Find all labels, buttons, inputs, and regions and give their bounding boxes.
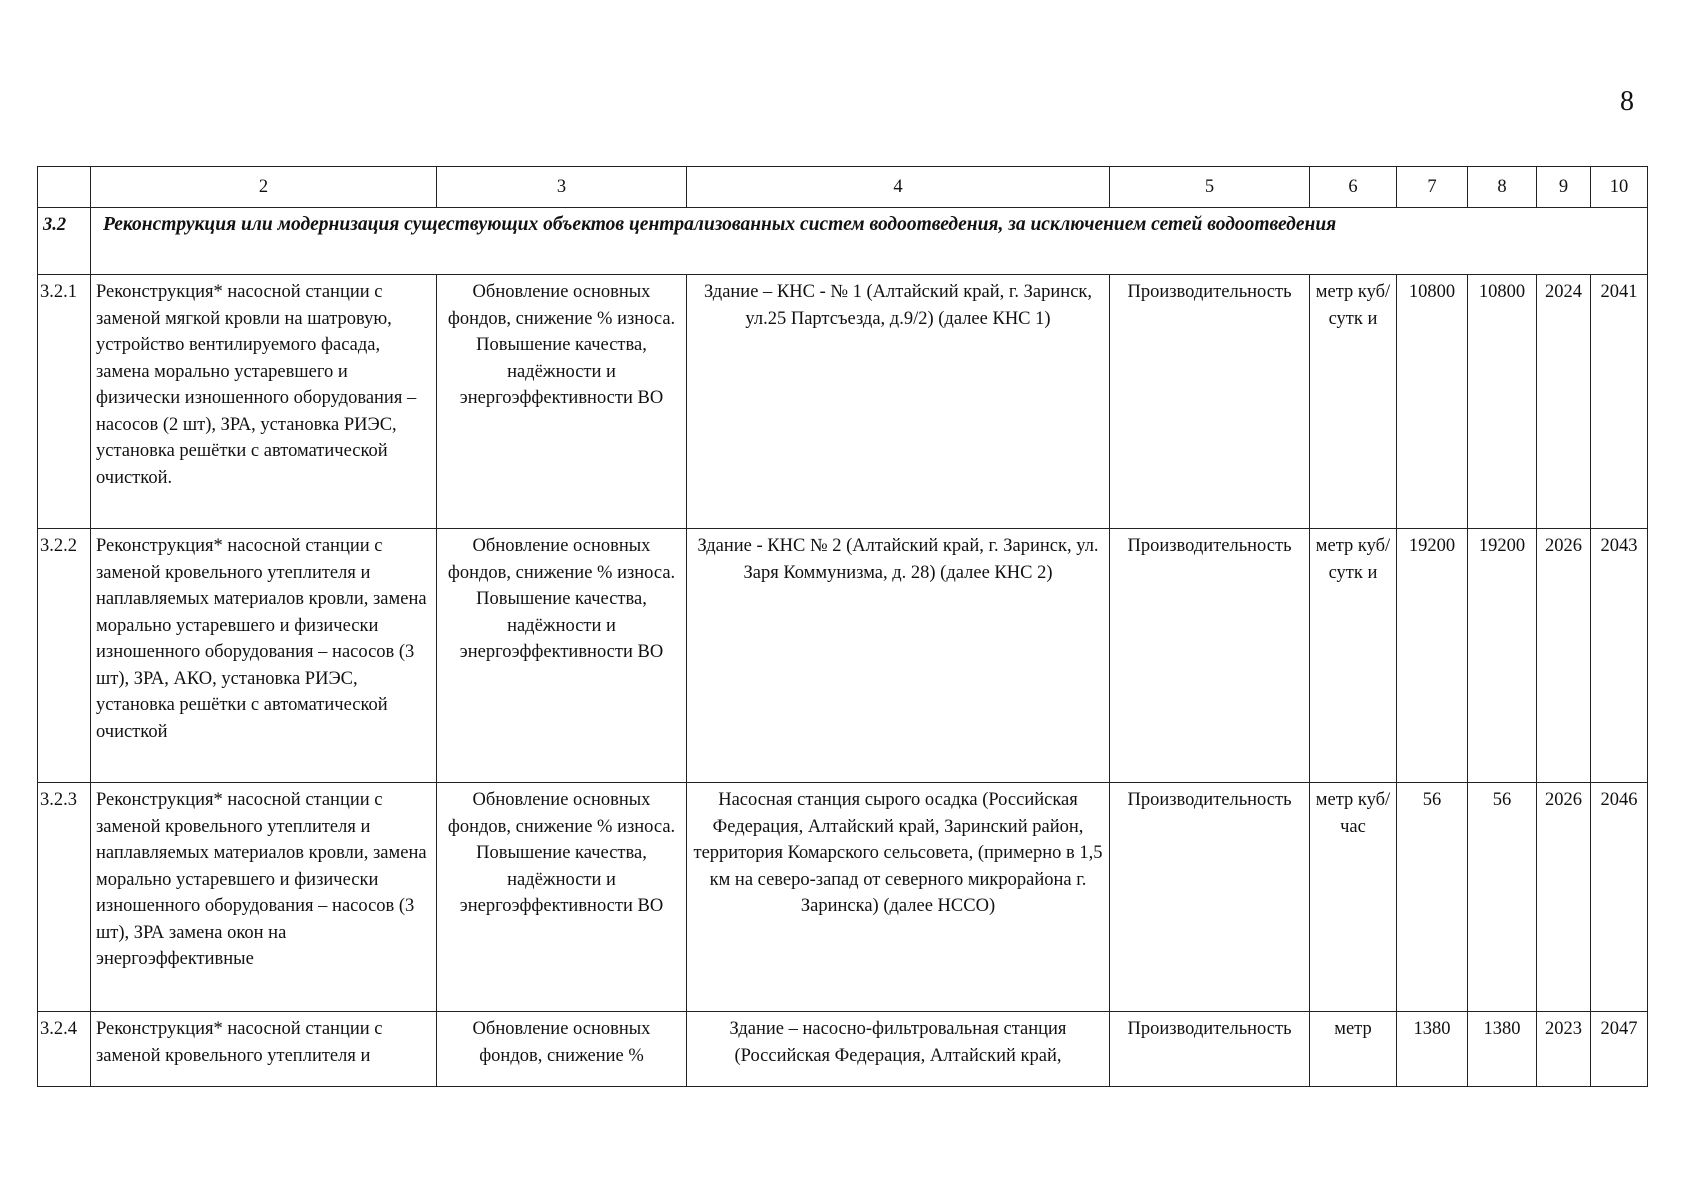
row-description: Реконструкция* насосной станции с заменой кровельного утеплителя и <box>91 1012 437 1087</box>
row-value-8: 19200 <box>1468 529 1537 783</box>
row-unit: метр куб/сутк и <box>1310 275 1397 529</box>
row-value-7: 56 <box>1397 783 1468 1012</box>
row-goal: Обновление основных фондов, снижение % износа. Повышение качества, надёжности и энергоэффективности ВО <box>437 783 687 1012</box>
header-cell-1 <box>38 167 91 208</box>
row-parameter: Производительность <box>1110 275 1310 529</box>
row-number: 3.2.4 <box>38 1012 91 1087</box>
header-cell-10: 10 <box>1591 167 1648 208</box>
table-row <box>38 1012 1648 1087</box>
header-cell-9: 9 <box>1537 167 1591 208</box>
row-year-start: 2024 <box>1537 275 1591 529</box>
page-number: 8 <box>1620 86 1634 117</box>
row-value-8: 56 <box>1468 783 1537 1012</box>
row-object: Здание – КНС - № 1 (Алтайский край, г. Заринск, ул.25 Партсъезда, д.9/2) (далее КНС 1) <box>687 275 1110 529</box>
section-number: 3.2 <box>38 208 91 275</box>
table-row <box>38 529 1648 783</box>
table-row <box>38 783 1648 1012</box>
header-cell-8: 8 <box>1468 167 1537 208</box>
row-year-end: 2041 <box>1591 275 1648 529</box>
header-cell-3: 3 <box>437 167 687 208</box>
header-cell-6: 6 <box>1310 167 1397 208</box>
row-description: Реконструкция* насосной станции с заменой мягкой кровли на шатровую, устройство вентилируемого фасада, замена морально устаревшего и физически изношенного оборудования – насосов (2 шт), ЗРА, установка РИЭС, установка решётки с автоматической очисткой. <box>91 275 437 529</box>
row-parameter: Производительность <box>1110 1012 1310 1087</box>
row-unit: метр <box>1310 1012 1397 1087</box>
row-number: 3.2.2 <box>38 529 91 783</box>
row-description: Реконструкция* насосной станции с заменой кровельного утеплителя и наплавляемых материалов кровли, замена морально устаревшего и физически изношенного оборудования – насосов (3 шт), ЗРА замена окон на энергоэффективные <box>91 783 437 1012</box>
row-object: Здание - КНС № 2 (Алтайский край, г. Заринск, ул. Заря Коммунизма, д. 28) (далее КНС 2) <box>687 529 1110 783</box>
row-object: Насосная станция сырого осадка (Российская Федерация, Алтайский край, Заринский район, территория Комарского сельсовета, (примерно в 1,5 км на северо-запад от северного микрорайона г. Заринска) (далее НССО) <box>687 783 1110 1012</box>
row-goal: Обновление основных фондов, снижение % износа. Повышение качества, надёжности и энергоэффективности ВО <box>437 529 687 783</box>
row-year-end: 2043 <box>1591 529 1648 783</box>
row-goal: Обновление основных фондов, снижение % <box>437 1012 687 1087</box>
row-value-7: 10800 <box>1397 275 1468 529</box>
row-year-end: 2046 <box>1591 783 1648 1012</box>
header-cell-5: 5 <box>1110 167 1310 208</box>
row-description: Реконструкция* насосной станции с заменой кровельного утеплителя и наплавляемых материалов кровли, замена морально устаревшего и физически изношенного оборудования – насосов (3 шт), ЗРА, АКО, установка РИЭС, установка решётки с автоматической очисткой <box>91 529 437 783</box>
row-unit: метр куб/сутк и <box>1310 529 1397 783</box>
row-year-end: 2047 <box>1591 1012 1648 1087</box>
section-row <box>38 208 1648 275</box>
header-cell-7: 7 <box>1397 167 1468 208</box>
row-object: Здание – насосно-фильтровальная станция (Российская Федерация, Алтайский край, <box>687 1012 1110 1087</box>
row-year-start: 2026 <box>1537 783 1591 1012</box>
row-goal: Обновление основных фондов, снижение % износа. Повышение качества, надёжности и энергоэффективности ВО <box>437 275 687 529</box>
row-number: 3.2.3 <box>38 783 91 1012</box>
row-value-8: 1380 <box>1468 1012 1537 1087</box>
row-value-7: 1380 <box>1397 1012 1468 1087</box>
row-year-start: 2026 <box>1537 529 1591 783</box>
row-parameter: Производительность <box>1110 783 1310 1012</box>
row-unit: метр куб/час <box>1310 783 1397 1012</box>
header-cell-4: 4 <box>687 167 1110 208</box>
row-year-start: 2023 <box>1537 1012 1591 1087</box>
header-cell-2: 2 <box>91 167 437 208</box>
table-row <box>38 275 1648 529</box>
row-parameter: Производительность <box>1110 529 1310 783</box>
row-value-8: 10800 <box>1468 275 1537 529</box>
investment-table <box>37 166 1648 1087</box>
row-value-7: 19200 <box>1397 529 1468 783</box>
section-title: Реконструкция или модернизация существующих объектов централизованных систем водоотведения, за исключением сетей водоотведения <box>91 208 1648 275</box>
row-number: 3.2.1 <box>38 275 91 529</box>
header-row <box>38 167 1648 208</box>
